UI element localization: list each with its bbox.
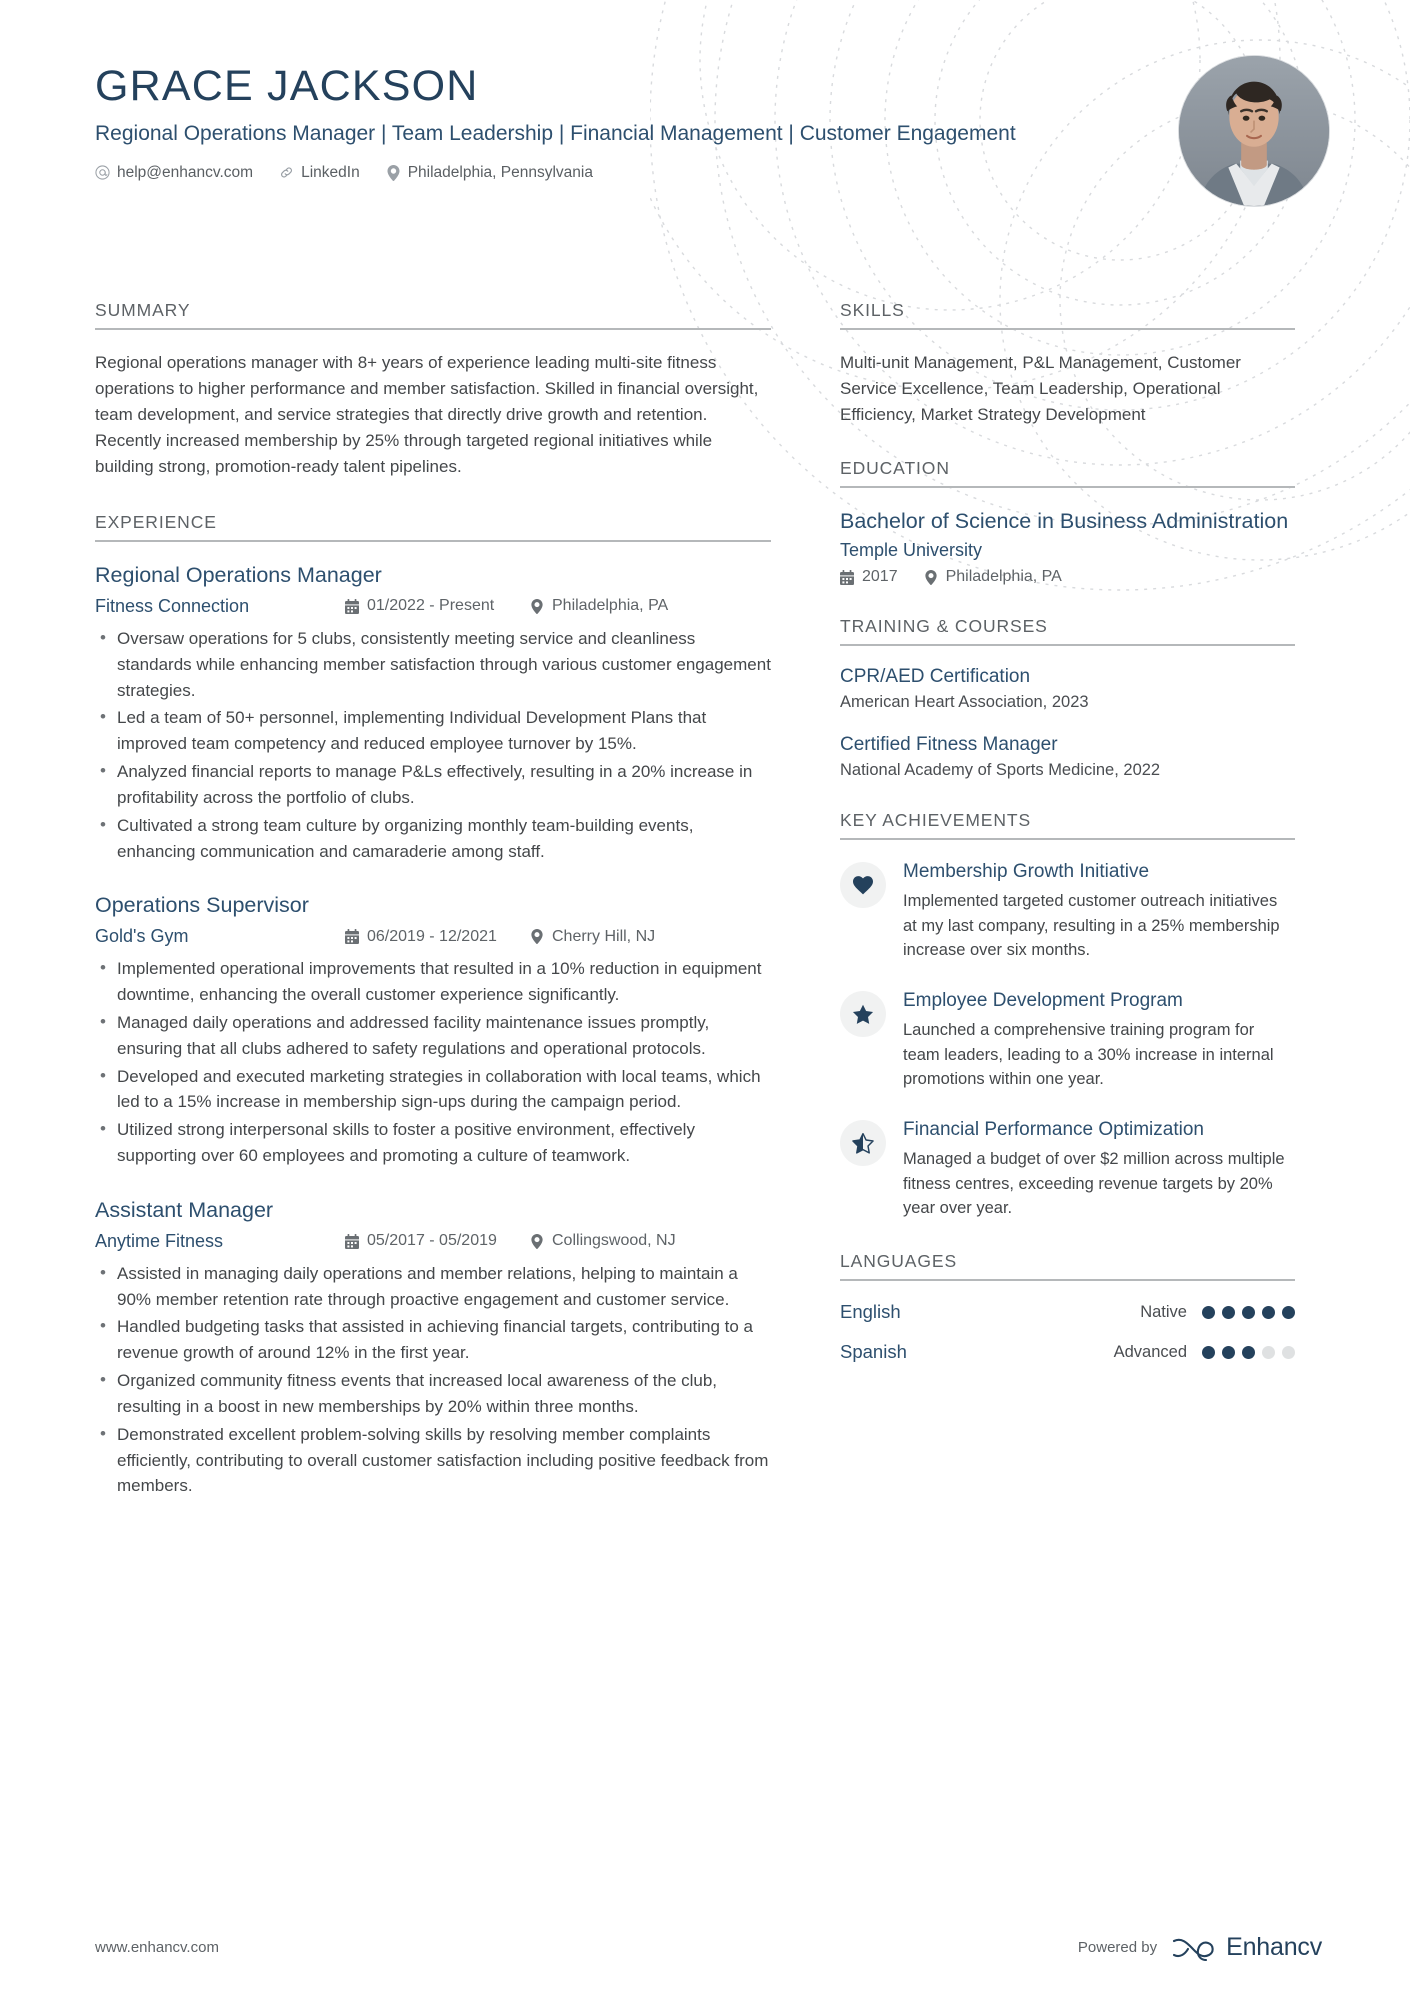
language-rating xyxy=(1202,1306,1295,1319)
education-year-text: 2017 xyxy=(862,568,898,586)
star-half-icon xyxy=(840,1120,886,1166)
powered-by-label: Powered by xyxy=(1077,1939,1158,1956)
link-icon xyxy=(279,165,294,180)
job-bullet: • Utilized strong interpersonal skills to foster a positive environment, effectively supporting over 60 employees and promoting a culture of teamwork. xyxy=(95,1117,771,1169)
summary-heading: SUMMARY xyxy=(95,300,771,330)
experience-heading: EXPERIENCE xyxy=(95,512,771,542)
contact-email[interactable] xyxy=(95,164,253,182)
achievement-title: Financial Performance Optimization xyxy=(903,1119,1204,1141)
language-name: Spanish xyxy=(840,1341,907,1363)
section-experience xyxy=(95,512,771,1499)
job-dates xyxy=(345,597,530,615)
job-dates-text: 05/2017 - 05/2019 xyxy=(367,1232,497,1250)
footer-brand xyxy=(1078,1933,1322,1962)
right-column xyxy=(840,300,1295,1393)
section-summary xyxy=(95,300,771,480)
email-icon xyxy=(95,165,110,180)
achievement-item xyxy=(840,1118,1295,1221)
education-year xyxy=(840,568,898,586)
job-title: Regional Operations Manager xyxy=(95,563,382,587)
education-meta xyxy=(840,568,1295,586)
job-location-text: Collingswood, NJ xyxy=(552,1232,676,1250)
education-heading: EDUCATION xyxy=(840,458,1295,488)
job-meta xyxy=(95,596,771,617)
section-languages xyxy=(840,1251,1295,1363)
star-icon xyxy=(840,991,886,1037)
education-school: Temple University xyxy=(840,540,983,561)
job-dates xyxy=(345,1232,530,1250)
summary-text: Regional operations manager with 8+ years of experience leading multi-site fitness operations to higher performance and member satisfaction. Skilled in financial oversight, team development, and service strategies that directly drive growth and retention. Recently increased membership by 25% through targeted regional initiatives while building strong, promotion-ready talent pipelines. xyxy=(95,353,759,476)
calendar-icon xyxy=(840,570,854,585)
language-rating xyxy=(1202,1346,1295,1359)
job-title: Assistant Manager xyxy=(95,1197,274,1222)
experience-item xyxy=(95,1197,771,1499)
language-level: Native xyxy=(1140,1302,1187,1321)
job-dates xyxy=(345,928,530,946)
job-meta xyxy=(95,1231,771,1252)
enhancv-logo xyxy=(1171,1933,1322,1962)
job-location xyxy=(530,1232,676,1250)
job-bullets xyxy=(95,956,771,1169)
section-skills xyxy=(840,300,1295,428)
job-bullet: • Assisted in managing daily operations and member relations, helping to maintain a 90% member retention rate through proactive engagement and customer service. xyxy=(95,1261,771,1313)
course-org: National Academy of Sports Medicine, 2022 xyxy=(840,761,1161,780)
experience-item xyxy=(95,562,771,864)
job-meta xyxy=(95,926,771,947)
job-location-text: Philadelphia, PA xyxy=(552,597,669,615)
achievement-body xyxy=(903,860,1295,963)
job-title: Operations Supervisor xyxy=(95,893,309,918)
course-item xyxy=(840,666,1295,712)
job-company: Anytime Fitness xyxy=(95,1230,224,1251)
education-item xyxy=(840,508,1295,586)
languages-heading: LANGUAGES xyxy=(840,1251,1295,1281)
achievement-item xyxy=(840,989,1295,1092)
job-company: Fitness Connection xyxy=(95,595,250,616)
education-degree: Bachelor of Science in Business Administration xyxy=(840,509,1289,533)
job-bullet: • Implemented operational improvements that resulted in a 10% reduction in equipment downtime, enhancing the overall customer experience significantly. xyxy=(95,956,771,1008)
rating-dot xyxy=(1242,1346,1255,1359)
job-bullets xyxy=(95,626,771,864)
location-pin-icon xyxy=(530,929,544,944)
job-bullet: • Oversaw operations for 5 clubs, consistently meeting service and cleanliness standards while enhancing member satisfaction through various customer engagement strategies. xyxy=(95,626,771,703)
enhancv-brand-name: Enhancv xyxy=(1226,1933,1322,1961)
course-name: CPR/AED Certification xyxy=(840,666,1031,688)
calendar-icon xyxy=(345,929,359,944)
job-location xyxy=(530,597,668,615)
achievement-title: Membership Growth Initiative xyxy=(903,861,1150,883)
job-bullet: • Led a team of 50+ personnel, implementing Individual Development Plans that improved team competency and reduced employee turnover by 15%. xyxy=(95,705,771,757)
location-pin-icon xyxy=(386,165,401,180)
job-dates-text: 06/2019 - 12/2021 xyxy=(367,927,497,945)
location-pin-icon xyxy=(530,599,544,614)
language-item xyxy=(840,1341,1295,1363)
experience-item xyxy=(95,892,771,1169)
avatar xyxy=(1178,55,1330,207)
achievement-body xyxy=(903,1118,1295,1221)
contact-location-text: Philadelphia, Pennsylvania xyxy=(407,163,593,181)
job-bullet: • Developed and executed marketing strategies in collaboration with local teams, which led to a 15% increase in membership sign-ups during the campaign period. xyxy=(95,1064,771,1116)
location-pin-icon xyxy=(924,570,938,585)
contact-linkedin[interactable] xyxy=(279,164,360,182)
achievement-body xyxy=(903,989,1295,1092)
rating-dot xyxy=(1242,1306,1255,1319)
calendar-icon xyxy=(345,599,359,614)
achievement-item xyxy=(840,860,1295,963)
contact-location xyxy=(386,164,593,182)
job-bullet: • Handled budgeting tasks that assisted in achieving financial targets, contributing to a revenue growth of around 12% in the first year. xyxy=(95,1314,771,1366)
footer-url[interactable]: www.enhancv.com xyxy=(95,1939,219,1956)
heart-icon xyxy=(840,862,886,908)
course-item xyxy=(840,734,1295,780)
job-location-text: Cherry Hill, NJ xyxy=(552,927,656,945)
job-bullet: • Demonstrated excellent problem-solving skills by resolving member complaints efficiently, contributing to overall customer satisfaction including positive feedback from members. xyxy=(95,1422,771,1499)
calendar-icon xyxy=(345,1234,359,1249)
page-title: GRACE JACKSON xyxy=(95,62,479,110)
contact-list xyxy=(95,164,1315,182)
job-bullet: • Cultivated a strong team culture by organizing monthly team-building events, enhancing communication and camaraderie among staff. xyxy=(95,813,771,865)
achievement-desc: Launched a comprehensive training program for team leaders, leading to a 30% increase in internal promotions within one year. xyxy=(903,1020,1274,1089)
rating-dot xyxy=(1222,1346,1235,1359)
language-level: Advanced xyxy=(1113,1342,1187,1361)
course-name: Certified Fitness Manager xyxy=(840,734,1058,756)
rating-dot xyxy=(1262,1346,1275,1359)
job-bullet: • Managed daily operations and addressed facility maintenance issues promptly, ensuring that all clubs adhered to safety regulations and operational protocols. xyxy=(95,1010,771,1062)
rating-dot xyxy=(1262,1306,1275,1319)
job-bullet: • Analyzed financial reports to manage P&Ls effectively, resulting in a 20% increase in profitability across the portfolio of clubs. xyxy=(95,759,771,811)
education-location xyxy=(924,568,1062,586)
job-dates-text: 01/2022 - Present xyxy=(367,597,495,615)
location-pin-icon xyxy=(530,1234,544,1249)
left-column xyxy=(95,300,771,1531)
rating-dot xyxy=(1202,1306,1215,1319)
rating-dot xyxy=(1282,1306,1295,1319)
achievement-desc: Managed a budget of over $2 million across multiple fitness centres, exceeding revenue targets by 20% year over year. xyxy=(903,1149,1285,1218)
training-heading: TRAINING & COURSES xyxy=(840,616,1295,646)
rating-dot xyxy=(1282,1346,1295,1359)
education-location-text: Philadelphia, PA xyxy=(945,568,1062,586)
language-item xyxy=(840,1301,1295,1323)
rating-dot xyxy=(1222,1306,1235,1319)
contact-email-text: help@enhancv.com xyxy=(117,163,254,181)
achievement-title: Employee Development Program xyxy=(903,990,1183,1012)
achievements-heading: KEY ACHIEVEMENTS xyxy=(840,810,1295,840)
rating-dot xyxy=(1202,1346,1215,1359)
section-education xyxy=(840,458,1295,586)
skills-heading: SKILLS xyxy=(840,300,1295,330)
achievement-desc: Implemented targeted customer outreach initiatives at my last company, resulting in a 25% membership increase over six months. xyxy=(903,891,1280,960)
job-location xyxy=(530,928,655,946)
job-bullet: • Organized community fitness events that increased local awareness of the club, resulting in a boost in new memberships by 20% within three months. xyxy=(95,1368,771,1420)
job-company: Gold's Gym xyxy=(95,926,189,947)
section-achievements xyxy=(840,810,1295,1221)
skills-text: Multi-unit Management, P&L Management, Customer Service Excellence, Team Leadership, Operational Efficiency, Market Strategy Development xyxy=(840,353,1241,424)
resume-header xyxy=(95,62,1315,182)
job-bullets xyxy=(95,1261,771,1499)
section-training xyxy=(840,616,1295,780)
headline: Regional Operations Manager | Team Leadership | Financial Management | Customer Engagement xyxy=(95,122,1016,146)
language-name: English xyxy=(840,1301,901,1323)
course-org: American Heart Association, 2023 xyxy=(840,693,1089,712)
contact-linkedin-text: LinkedIn xyxy=(301,163,360,181)
